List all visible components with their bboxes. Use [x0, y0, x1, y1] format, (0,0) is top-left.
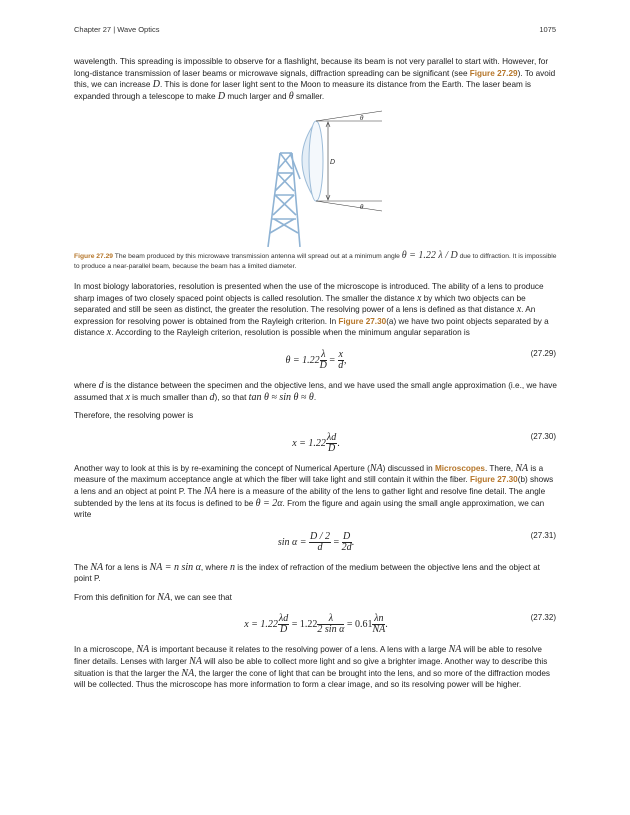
paragraph-1 — [74, 56, 558, 102]
math-D: D — [217, 90, 226, 102]
eq-lhs: θ = 1.22 — [285, 354, 320, 366]
text: due to diffraction. It is impossible to produce a near-parallel beam, because the beam has a limited diameter. — [74, 253, 557, 271]
eq-lhs: x = 1.22 — [244, 619, 278, 631]
fraction: $\frac{x}{d}$ — [338, 348, 344, 371]
math-d: d — [209, 391, 215, 403]
fraction: $\frac{\lambda n}{NA}$ — [372, 613, 386, 636]
equation-number: (27.30) — [530, 431, 556, 441]
text: here is a measure of the ability of the lens to gather light and resolve fine detail. The angle subtended by the lens at its focus is defined to be — [74, 486, 546, 508]
text: Another way to look at this is by re-examining the concept of Numerical Aperture ( — [74, 463, 370, 473]
text: by which two objects can be separated and still be seen as distinct, the greater the resolution. The resolving power of a lens is defined as that distance — [74, 293, 526, 315]
text: is the index of refraction of the medium between the objective lens and the object at point P. — [74, 562, 540, 584]
text: ). To avoid this, we can increase — [74, 68, 556, 90]
figure-27-29-link[interactable]: Figure 27.29 — [469, 68, 518, 78]
text: In most biology laboratories, resolution is presented when the use of the microscope is introduced. The ability of a lens to produce sharp images of two closely spaced point objects is called resolution. The smaller the distance — [74, 281, 544, 303]
equation-number: (27.29) — [530, 348, 556, 358]
text: From this definition for — [74, 592, 158, 602]
text: (b) shows a lens and an object at point P. The — [74, 475, 554, 496]
page-number: 1075 — [539, 25, 556, 34]
math-d: d — [98, 379, 104, 391]
text: for a lens is — [103, 562, 150, 572]
text: (a) we have two point objects separated by a distance — [74, 316, 549, 338]
math-NA: NA — [157, 591, 171, 603]
text: will also be able to collect more light and so give a brighter image. Another way to describe this situation is that the larger the — [74, 657, 548, 678]
math-small-angle: tan θ ≈ sin θ ≈ θ — [248, 391, 314, 403]
math-NA: NA — [515, 462, 529, 474]
text: is a measure of the maximum acceptance angle at which the fiber will take light and still contain it within the fiber. — [74, 463, 544, 485]
math-theta: θ — [288, 90, 294, 102]
text: is important because it relates to the resolving power of a lens. A lens with a large — [149, 645, 449, 655]
fraction: $\frac{\lambda}{\text{2 sin α}}$ — [317, 613, 345, 636]
text: The beam produced by this microwave transmission antenna will spread out at a minimum angle — [113, 253, 402, 261]
equation-27-29: θ = 1.22 $\frac{\lambda}{D}$ = $\frac{x}{d}$ , (27.29) — [285, 348, 556, 371]
fraction: $\frac{\lambda d}{D}$ — [278, 613, 289, 636]
fraction: $\frac{\lambda}{D}$ — [319, 348, 327, 371]
math-x: x — [106, 327, 112, 339]
text: much larger and — [225, 91, 289, 101]
text: In a microscope, — [74, 645, 137, 655]
text: , the larger the cone of light that can be brought into the lens, and so more of the diffraction modes will be collected. Thus the microscope has more information to form a clear image, and so its resolving power will be higher. — [74, 668, 550, 690]
math-x: x — [417, 292, 422, 304]
text: . This is done for laser light sent to the Moon to measure its distance from the Earth. The laser beam is expanded through a telescope to make — [74, 80, 532, 101]
fraction: $\frac{D}{2d}$ — [341, 530, 352, 553]
paragraph-5 — [74, 463, 558, 521]
paragraph-3 — [74, 380, 558, 403]
equation-number: (27.31) — [530, 530, 556, 540]
figure-27-29 — [74, 109, 558, 247]
math-x: x — [125, 391, 130, 403]
fraction: $\frac{D / 2}{d}$ — [310, 530, 331, 553]
paragraph-4: Therefore, the resolving power is — [74, 411, 194, 421]
text: . From the figure and again using the small angle approximation, we can write — [74, 498, 545, 520]
paragraph-2 — [74, 281, 558, 339]
figure-label: Figure 27.29 — [74, 253, 114, 261]
label-theta-top: θ — [360, 114, 364, 123]
math-NA-def: NA = n sin α — [149, 561, 201, 573]
paragraph-6 — [74, 562, 558, 585]
math-NA: NA — [369, 462, 383, 474]
text: is the distance between the specimen and the objective lens, and we have used the small angle approximation (i.e., we have assumed that — [74, 380, 557, 402]
text: . An expression for resolving power is obtained from the Rayleigh criterion. In — [74, 305, 536, 326]
equation-27-32: x = 1.22 $\frac{\lambda d}{D}$ = 1.22 $\frac{\lambda}{\text{2 sin α}}$ = 0.61 $\frac{\lambda n}{NA}$ . (27.32) — [244, 613, 556, 636]
text: is much smaller than — [129, 392, 210, 402]
equation-27-30: x = 1.22 $\frac{\lambda d}{D}$ . (27.30) — [292, 431, 556, 454]
text: . According to the Rayleigh criterion, resolution is possible when the minimum angular separation is — [111, 328, 470, 338]
text: wavelength. This spreading is impossible to observe for a flashlight, because its beam is not very parallel to start with. However, for long-distance transmission of laser beams or microwave signals, diffraction spreading can be significant (see — [74, 57, 549, 78]
figure-caption — [74, 251, 558, 272]
text: . — [313, 392, 317, 402]
figure-27-30-link[interactable]: Figure 27.30 — [469, 475, 518, 485]
fraction: $\frac{\lambda d}{D}$ — [326, 431, 337, 454]
math-n: n — [229, 561, 235, 573]
equation-27-31: sin α = $\frac{D / 2}{d}$ = $\frac{D}{2d}$ . (27.31) — [277, 530, 556, 553]
text: smaller. — [293, 91, 325, 101]
math-NA: NA — [181, 667, 195, 679]
math-NA: NA — [448, 644, 462, 656]
eq-lhs: x = 1.22 — [292, 437, 326, 449]
math-D: D — [152, 79, 160, 91]
math-NA: NA — [189, 656, 202, 668]
text: ), so that — [214, 392, 249, 402]
label-theta-bottom: θ — [360, 203, 364, 212]
math-NA: NA — [90, 561, 104, 573]
antenna-diagram — [254, 109, 384, 247]
text: , we can see that — [170, 592, 232, 602]
paragraph-8 — [74, 644, 558, 690]
text: , where — [200, 562, 230, 572]
text: will be able to resolve finer details. Lenses with larger — [74, 645, 542, 667]
math-NA: NA — [203, 485, 217, 497]
math-x: x — [516, 304, 522, 316]
paragraph-7 — [74, 592, 558, 604]
text: where — [74, 380, 99, 390]
math-min-angle: θ = 1.22 λ / D — [401, 250, 458, 262]
eq-lhs: sin α = — [277, 536, 310, 548]
math-NA: NA — [136, 644, 150, 656]
running-header-chapter: Chapter 27 | Wave Optics — [74, 25, 160, 34]
label-D: D — [330, 159, 336, 167]
math-theta-2alpha: θ = 2α — [255, 497, 283, 509]
text: . There, — [485, 463, 516, 473]
microscopes-link[interactable]: Microscopes — [434, 463, 485, 473]
text: The — [74, 562, 91, 572]
page-body — [74, 56, 558, 698]
text: ) discussed in — [382, 463, 435, 473]
equation-number: (27.32) — [530, 613, 556, 623]
figure-27-30-link[interactable]: Figure 27.30 — [338, 316, 387, 326]
